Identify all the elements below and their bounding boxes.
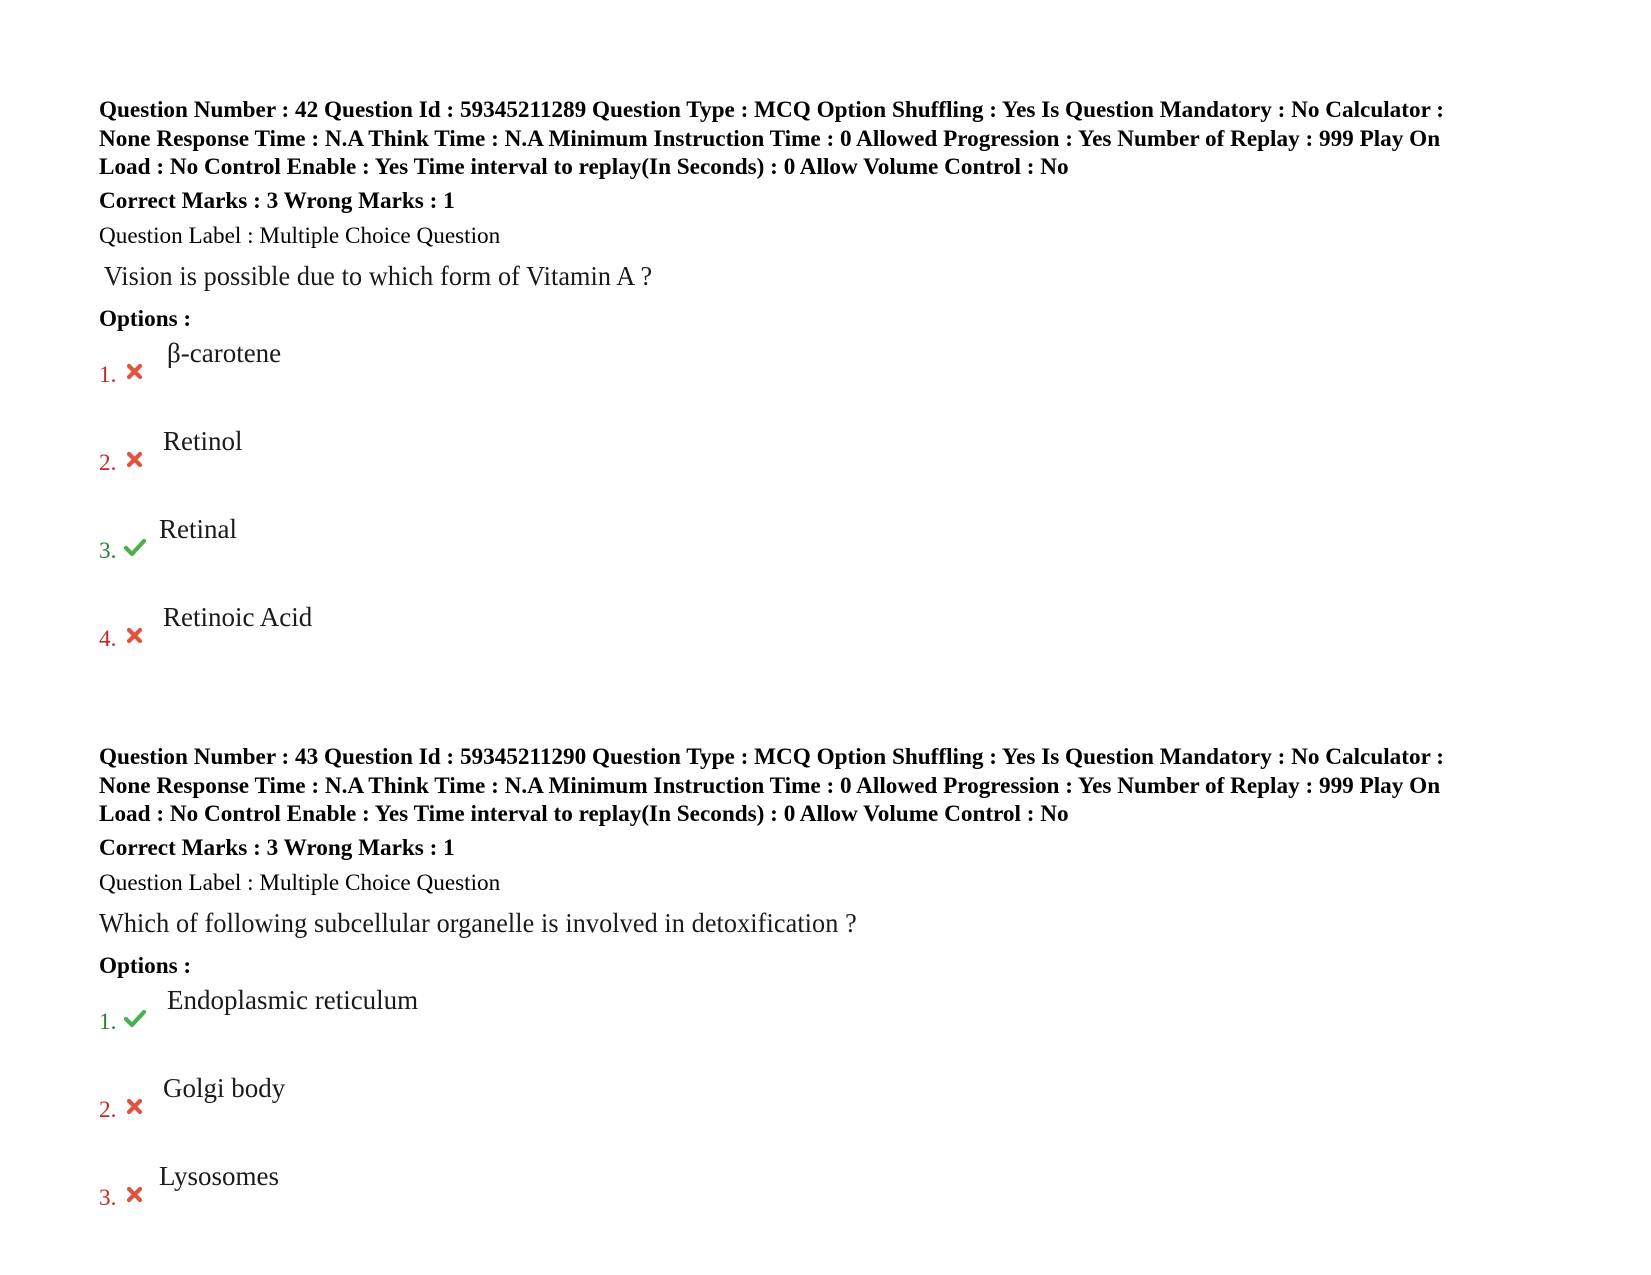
question-meta-line: Load : No Control Enable : Yes Time interval to replay(In Seconds) : 0 Allow Volume Control : No — [99, 154, 1069, 180]
question-meta-line: Question Number : 42 Question Id : 59345211289 Question Type : MCQ Option Shuffling : Yes Is Question Mandatory : No Calculator : — [99, 97, 1444, 123]
option-item — [99, 421, 1579, 509]
check-icon — [124, 536, 146, 558]
question-marks: Correct Marks : 3 Wrong Marks : 1 — [99, 187, 455, 214]
question-label: Question Label : Multiple Choice Question — [99, 222, 501, 249]
question-meta-line: Load : No Control Enable : Yes Time interval to replay(In Seconds) : 0 Allow Volume Control : No — [99, 801, 1069, 827]
question-meta-line: None Response Time : N.A Think Time : N.A Minimum Instruction Time : 0 Allowed Progression : Yes Number of Replay : 999 Play On — [99, 772, 1441, 799]
option-text: Retinol — [163, 425, 243, 456]
question-meta — [99, 743, 1579, 829]
option-number: 3. — [99, 1184, 117, 1211]
question-text-content: Which of following subcellular organelle is involved in detoxification ? — [99, 907, 857, 938]
option-number: 2. — [99, 449, 117, 476]
question-meta-line: Question Number : 43 Question Id : 59345211290 Question Type : MCQ Option Shuffling : Yes Is Question Mandatory : No Calculator : — [99, 744, 1444, 770]
option-text: Retinoic Acid — [163, 601, 313, 632]
check-icon — [124, 1007, 146, 1029]
option-item — [99, 1068, 1579, 1156]
option-item — [99, 333, 1579, 421]
options-list — [99, 980, 1579, 1244]
question-text-content: Vision is possible due to which form of Vitamin A ? — [103, 260, 653, 291]
cross-icon — [124, 1095, 146, 1117]
cross-icon — [124, 624, 146, 646]
cross-icon — [124, 448, 146, 470]
option-text: Retinal — [159, 513, 237, 544]
option-number: 4. — [99, 625, 117, 652]
question-label: Question Label : Multiple Choice Question — [99, 869, 501, 896]
question-block — [99, 743, 1579, 1244]
question-text — [99, 907, 1579, 941]
cross-icon — [124, 360, 146, 382]
option-number: 3. — [99, 537, 117, 564]
options-list — [99, 333, 1579, 685]
question-meta-line: None Response Time : N.A Think Time : N.A Minimum Instruction Time : 0 Allowed Progression : Yes Number of Replay : 999 Play On — [99, 125, 1441, 152]
options-heading: Options : — [99, 305, 192, 332]
question-marks: Correct Marks : 3 Wrong Marks : 1 — [99, 834, 455, 861]
option-number: 1. — [99, 361, 117, 388]
option-item — [99, 1156, 1579, 1244]
option-number: 1. — [99, 1008, 117, 1035]
question-text — [99, 260, 1579, 294]
option-text: Lysosomes — [159, 1160, 280, 1191]
question-meta — [99, 96, 1579, 182]
options-heading: Options : — [99, 952, 192, 979]
option-text: β-carotene — [167, 337, 282, 368]
option-number: 2. — [99, 1096, 117, 1123]
option-item — [99, 509, 1579, 597]
option-item — [99, 980, 1579, 1068]
question-block — [99, 96, 1579, 685]
option-text: Golgi body — [163, 1072, 286, 1103]
cross-icon — [124, 1183, 146, 1205]
option-text: Endoplasmic reticulum — [167, 984, 419, 1015]
option-item — [99, 597, 1579, 685]
